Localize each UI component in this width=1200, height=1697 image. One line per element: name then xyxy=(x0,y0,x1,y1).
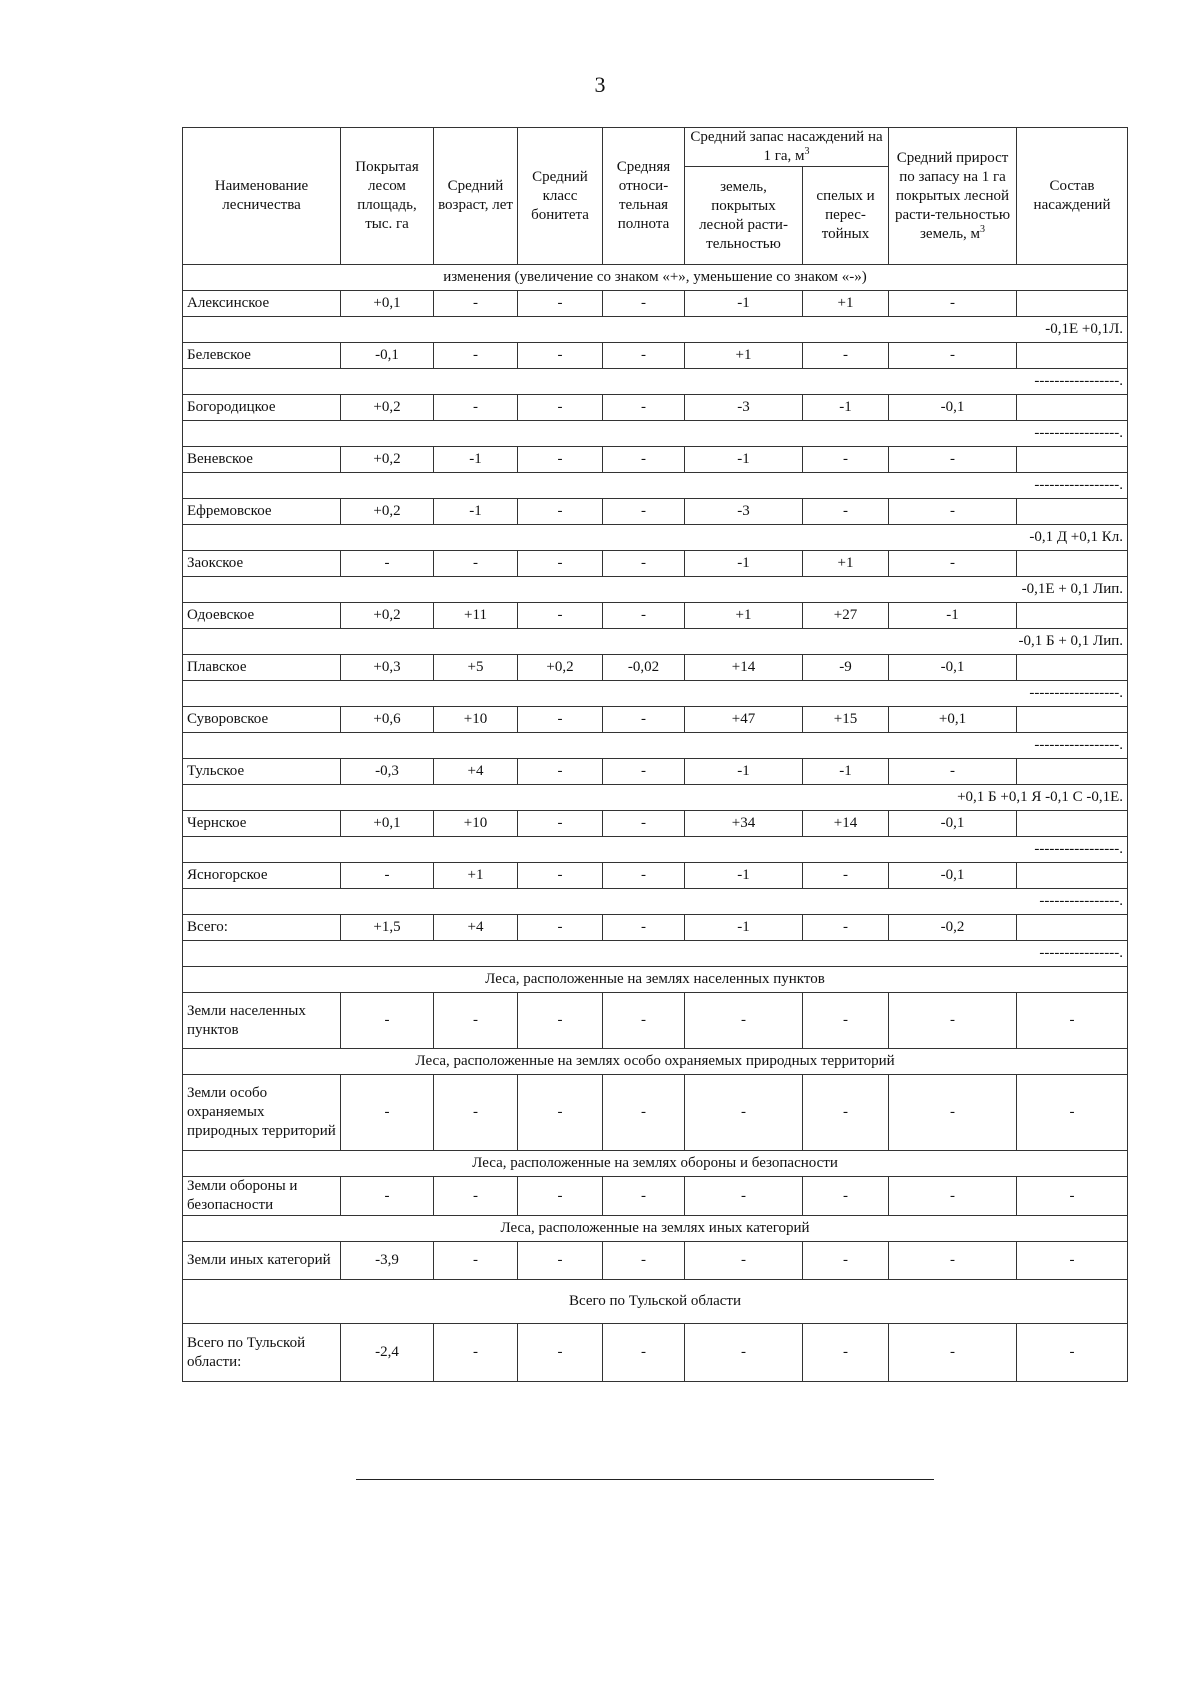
section-cell: - xyxy=(518,993,603,1049)
cell-age: - xyxy=(434,343,518,369)
section-title: Леса, расположенные на землях особо охраняемых природных территорий xyxy=(183,1049,1128,1075)
land-category-name: Земли особо охраняемых природных территорий xyxy=(183,1075,341,1151)
composition-row xyxy=(183,473,1128,499)
cell-stock-covered: -1 xyxy=(685,551,803,577)
forestry-name: Всего: xyxy=(183,915,341,941)
cell-growth: -0,1 xyxy=(889,395,1017,421)
composition-change: ------------------. xyxy=(183,681,1128,707)
composition-row xyxy=(183,577,1128,603)
cell-stock-covered: -1 xyxy=(685,863,803,889)
composition-row xyxy=(183,941,1128,967)
cell-density: - xyxy=(603,395,685,421)
composition-row xyxy=(183,681,1128,707)
header-area: Покрытая лесом площадь, тыс. га xyxy=(341,128,434,265)
cell-age: +5 xyxy=(434,655,518,681)
composition-row xyxy=(183,317,1128,343)
table-row xyxy=(183,811,1128,837)
table-row xyxy=(183,603,1128,629)
cell-stock-covered: -1 xyxy=(685,759,803,785)
cell-density: - xyxy=(603,447,685,473)
section-cell: - xyxy=(434,1177,518,1216)
cell-composition-empty xyxy=(1017,863,1128,889)
table-row xyxy=(183,863,1128,889)
cell-bonitet: - xyxy=(518,395,603,421)
cell-bonitet: - xyxy=(518,707,603,733)
table-body xyxy=(183,265,1128,1382)
cell-bonitet: - xyxy=(518,603,603,629)
cell-bonitet: - xyxy=(518,759,603,785)
table-row xyxy=(183,343,1128,369)
land-category-name: Земли населенных пунктов xyxy=(183,993,341,1049)
cell-growth: - xyxy=(889,447,1017,473)
cell-area: - xyxy=(341,551,434,577)
forestry-name: Ясногорское xyxy=(183,863,341,889)
cell-stock-mature: - xyxy=(803,343,889,369)
cell-composition-empty xyxy=(1017,811,1128,837)
cell-density: - xyxy=(603,707,685,733)
section-cell: - xyxy=(685,993,803,1049)
cell-stock-mature: - xyxy=(803,499,889,525)
table-row xyxy=(183,551,1128,577)
section-cell: - xyxy=(889,1075,1017,1151)
composition-row xyxy=(183,889,1128,915)
section-cell: - xyxy=(1017,1324,1128,1382)
cell-composition-empty xyxy=(1017,551,1128,577)
composition-row xyxy=(183,421,1128,447)
section-title: Леса, расположенные на землях населенных пунктов xyxy=(183,967,1128,993)
cell-stock-mature: +15 xyxy=(803,707,889,733)
composition-change: ----------------. xyxy=(183,889,1128,915)
cell-area: +0,2 xyxy=(341,499,434,525)
cell-bonitet: - xyxy=(518,915,603,941)
cell-growth: -0,2 xyxy=(889,915,1017,941)
section-title-row xyxy=(183,1151,1128,1177)
cell-bonitet: - xyxy=(518,343,603,369)
header-growth-sup: 3 xyxy=(980,223,986,235)
cell-stock-mature: +1 xyxy=(803,291,889,317)
composition-row xyxy=(183,369,1128,395)
section-cell: - xyxy=(803,1075,889,1151)
cell-area: -0,3 xyxy=(341,759,434,785)
land-category-name: Земли иных категорий xyxy=(183,1242,341,1280)
cell-stock-covered: +47 xyxy=(685,707,803,733)
header-stock-covered: земель, покрытых лесной расти-тельностью xyxy=(685,167,803,265)
section-cell: - xyxy=(1017,1075,1128,1151)
cell-growth: - xyxy=(889,759,1017,785)
composition-change: -0,1Е +0,1Л. xyxy=(183,317,1128,343)
cell-composition-empty xyxy=(1017,291,1128,317)
section-cell: - xyxy=(1017,1242,1128,1280)
section-title-row xyxy=(183,1049,1128,1075)
composition-row xyxy=(183,525,1128,551)
composition-row xyxy=(183,785,1128,811)
cell-area: +0,2 xyxy=(341,395,434,421)
section-cell: - xyxy=(803,993,889,1049)
cell-age: - xyxy=(434,551,518,577)
forestry-name: Ефремовское xyxy=(183,499,341,525)
header-age: Средний возраст, лет xyxy=(434,128,518,265)
composition-change: -0,1Е + 0,1 Лип. xyxy=(183,577,1128,603)
cell-age: +10 xyxy=(434,707,518,733)
cell-stock-covered: -3 xyxy=(685,395,803,421)
section-cell: - xyxy=(685,1242,803,1280)
cell-age: -1 xyxy=(434,447,518,473)
header-stock-group xyxy=(685,128,889,167)
section-cell: - xyxy=(803,1242,889,1280)
section-cell: - xyxy=(803,1324,889,1382)
cell-area: +0,2 xyxy=(341,447,434,473)
cell-stock-covered: -3 xyxy=(685,499,803,525)
cell-growth: - xyxy=(889,343,1017,369)
header-stock-group-text: Средний запас насаждений на 1 га, м xyxy=(690,129,883,164)
cell-composition-empty xyxy=(1017,915,1128,941)
cell-area: +0,6 xyxy=(341,707,434,733)
cell-stock-mature: +27 xyxy=(803,603,889,629)
composition-change: -0,1 Б + 0,1 Лип. xyxy=(183,629,1128,655)
section-cell: - xyxy=(434,1075,518,1151)
cell-stock-covered: +14 xyxy=(685,655,803,681)
cell-area: +0,1 xyxy=(341,811,434,837)
cell-bonitet: - xyxy=(518,499,603,525)
section-cell: - xyxy=(889,1242,1017,1280)
section-cell: - xyxy=(889,993,1017,1049)
cell-bonitet: +0,2 xyxy=(518,655,603,681)
section-row xyxy=(183,1242,1128,1280)
composition-change: -0,1 Д +0,1 Кл. xyxy=(183,525,1128,551)
cell-composition-empty xyxy=(1017,655,1128,681)
section-cell: - xyxy=(341,1075,434,1151)
forest-changes-table xyxy=(182,127,1128,1382)
section-title-row xyxy=(183,967,1128,993)
cell-density: - xyxy=(603,915,685,941)
section-cell: - xyxy=(434,993,518,1049)
cell-age: -1 xyxy=(434,499,518,525)
cell-density: - xyxy=(603,811,685,837)
cell-stock-mature: - xyxy=(803,447,889,473)
cell-age: +4 xyxy=(434,759,518,785)
cell-composition-empty xyxy=(1017,603,1128,629)
table-row xyxy=(183,447,1128,473)
cell-bonitet: - xyxy=(518,551,603,577)
table-row xyxy=(183,759,1128,785)
section-cell: - xyxy=(803,1177,889,1216)
section-cell: - xyxy=(434,1324,518,1382)
cell-composition-empty xyxy=(1017,759,1128,785)
composition-row xyxy=(183,629,1128,655)
table-row xyxy=(183,499,1128,525)
cell-stock-covered: +1 xyxy=(685,343,803,369)
cell-density: - xyxy=(603,603,685,629)
forestry-name: Тульское xyxy=(183,759,341,785)
cell-growth: - xyxy=(889,499,1017,525)
cell-area: +0,3 xyxy=(341,655,434,681)
header-stock-group-sup: 3 xyxy=(804,146,810,157)
cell-composition-empty xyxy=(1017,395,1128,421)
cell-growth: -0,1 xyxy=(889,655,1017,681)
table-row xyxy=(183,395,1128,421)
forestry-name: Заокское xyxy=(183,551,341,577)
section-cell: - xyxy=(1017,993,1128,1049)
composition-change: -----------------. xyxy=(183,837,1128,863)
cell-growth: -1 xyxy=(889,603,1017,629)
section-cell: - xyxy=(341,993,434,1049)
cell-density: - xyxy=(603,863,685,889)
cell-bonitet: - xyxy=(518,863,603,889)
section-cell: - xyxy=(603,1177,685,1216)
forestry-name: Одоевское xyxy=(183,603,341,629)
cell-composition-empty xyxy=(1017,447,1128,473)
cell-density: - xyxy=(603,343,685,369)
forestry-name: Богородицкое xyxy=(183,395,341,421)
cell-age: - xyxy=(434,291,518,317)
cell-age: +4 xyxy=(434,915,518,941)
section-cell: - xyxy=(889,1324,1017,1382)
section-cell: - xyxy=(603,1242,685,1280)
cell-stock-covered: +1 xyxy=(685,603,803,629)
composition-change: -----------------. xyxy=(183,733,1128,759)
cell-growth: -0,1 xyxy=(889,863,1017,889)
cell-bonitet: - xyxy=(518,291,603,317)
cell-growth: - xyxy=(889,551,1017,577)
section-row xyxy=(183,993,1128,1049)
cell-stock-mature: - xyxy=(803,863,889,889)
header-growth-text: Средний прирост по запасу на 1 га покрытых лесной расти-тельностью земель, м xyxy=(894,149,1011,242)
land-category-name: Всего по Тульской области: xyxy=(183,1324,341,1382)
section-cell: - xyxy=(518,1242,603,1280)
cell-age: +1 xyxy=(434,863,518,889)
bottom-divider xyxy=(356,1479,934,1480)
cell-stock-mature: -1 xyxy=(803,395,889,421)
cell-area: -0,1 xyxy=(341,343,434,369)
section-title: Всего по Тульской области xyxy=(183,1280,1128,1324)
section-cell: - xyxy=(341,1177,434,1216)
cell-growth: - xyxy=(889,291,1017,317)
section-cell: - xyxy=(603,1324,685,1382)
section-row xyxy=(183,1177,1128,1216)
cell-density: -0,02 xyxy=(603,655,685,681)
composition-change: ----------------. xyxy=(183,941,1128,967)
section-cell: - xyxy=(685,1177,803,1216)
table-row xyxy=(183,655,1128,681)
header-density: Средняя относи-тельная полнота xyxy=(603,128,685,265)
cell-stock-mature: -1 xyxy=(803,759,889,785)
section-cell: - xyxy=(685,1324,803,1382)
section-title: Леса, расположенные на землях обороны и безопасности xyxy=(183,1151,1128,1177)
header-growth xyxy=(889,128,1017,265)
cell-stock-mature: - xyxy=(803,915,889,941)
cell-age: +10 xyxy=(434,811,518,837)
section-row xyxy=(183,1075,1128,1151)
cell-stock-covered: -1 xyxy=(685,447,803,473)
composition-change: +0,1 Б +0,1 Я -0,1 С -0,1Е. xyxy=(183,785,1128,811)
section-cell: - xyxy=(518,1177,603,1216)
forestry-name: Белевское xyxy=(183,343,341,369)
forestry-name: Алексинское xyxy=(183,291,341,317)
cell-stock-mature: +14 xyxy=(803,811,889,837)
cell-density: - xyxy=(603,759,685,785)
cell-stock-mature: -9 xyxy=(803,655,889,681)
forestry-name: Суворовское xyxy=(183,707,341,733)
section-cell: - xyxy=(518,1075,603,1151)
composition-change: -----------------. xyxy=(183,369,1128,395)
composition-change: -----------------. xyxy=(183,473,1128,499)
section-cell: - xyxy=(889,1177,1017,1216)
cell-age: - xyxy=(434,395,518,421)
cell-bonitet: - xyxy=(518,811,603,837)
header-stock-mature: спелых и перес-тойных xyxy=(803,167,889,265)
section-cell: - xyxy=(1017,1177,1128,1216)
section-cell: - xyxy=(603,993,685,1049)
land-category-name: Земли обороны и безопасности xyxy=(183,1177,341,1216)
composition-change: -----------------. xyxy=(183,421,1128,447)
cell-bonitet: - xyxy=(518,447,603,473)
cell-age: +11 xyxy=(434,603,518,629)
table-row xyxy=(183,707,1128,733)
cell-growth: -0,1 xyxy=(889,811,1017,837)
section-title-row xyxy=(183,1216,1128,1242)
section-cell: - xyxy=(603,1075,685,1151)
cell-area: +1,5 xyxy=(341,915,434,941)
section-cell: - xyxy=(685,1075,803,1151)
section-row xyxy=(183,1324,1128,1382)
forestry-name: Чернское xyxy=(183,811,341,837)
header-name: Наименование лесничества xyxy=(183,128,341,265)
cell-stock-covered: -1 xyxy=(685,291,803,317)
section-cell: - xyxy=(434,1242,518,1280)
header-composition: Состав насаждений xyxy=(1017,128,1128,265)
section-title-row xyxy=(183,1280,1128,1324)
cell-composition-empty xyxy=(1017,343,1128,369)
forestry-name: Плавское xyxy=(183,655,341,681)
cell-density: - xyxy=(603,551,685,577)
section-cell: -2,4 xyxy=(341,1324,434,1382)
changes-caption: изменения (увеличение со знаком «+», уменьшение со знаком «-») xyxy=(183,265,1128,291)
table-row xyxy=(183,291,1128,317)
table-row xyxy=(183,915,1128,941)
cell-area: +0,1 xyxy=(341,291,434,317)
cell-stock-covered: +34 xyxy=(685,811,803,837)
section-title: Леса, расположенные на землях иных категорий xyxy=(183,1216,1128,1242)
cell-density: - xyxy=(603,499,685,525)
page-number: 3 xyxy=(594,72,606,97)
section-cell: -3,9 xyxy=(341,1242,434,1280)
cell-stock-mature: +1 xyxy=(803,551,889,577)
cell-area: - xyxy=(341,863,434,889)
header-bonitet: Средний класс бонитета xyxy=(518,128,603,265)
cell-composition-empty xyxy=(1017,499,1128,525)
cell-area: +0,2 xyxy=(341,603,434,629)
cell-density: - xyxy=(603,291,685,317)
cell-stock-covered: -1 xyxy=(685,915,803,941)
composition-row xyxy=(183,733,1128,759)
cell-growth: +0,1 xyxy=(889,707,1017,733)
cell-composition-empty xyxy=(1017,707,1128,733)
composition-row xyxy=(183,837,1128,863)
forestry-name: Веневское xyxy=(183,447,341,473)
section-cell: - xyxy=(518,1324,603,1382)
